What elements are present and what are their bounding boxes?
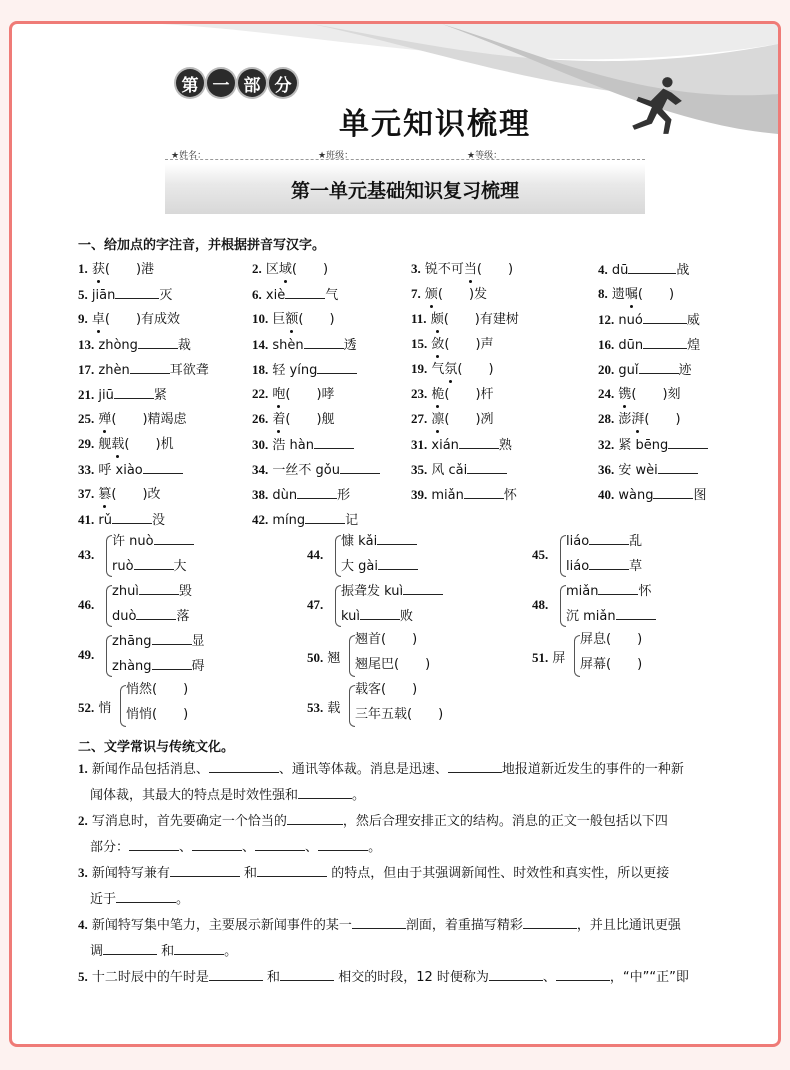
exercise-item: 27. 凛( )冽 <box>411 411 494 427</box>
part-label: 第 一 部 分 <box>176 69 297 97</box>
exercise-item: 31. xián 熟 <box>411 437 512 453</box>
exercise-group: 48. miǎn 怀 沉 miǎn <box>532 581 732 631</box>
exercise-item: 40. wàng 图 <box>598 487 707 503</box>
exercise-item: 26. 着( )舰 <box>252 411 335 427</box>
exercise-item: 15. 敛( )声 <box>411 336 494 352</box>
exercise-item: 6. xiè 气 <box>252 287 339 303</box>
exercise-item: 42. míng 记 <box>252 512 359 528</box>
exercise-item: 3. 锐不可当( ) <box>411 261 514 277</box>
exercise-item: 18. 轻 yíng <box>252 360 357 380</box>
question-4: 4. 新闻特写集中笔力，主要展示新闻事件的某一 剖面，着重描写精彩 ，并且比通讯更强 调 和 。 <box>78 917 681 959</box>
section-heading-1: 一、给加点的字注音，并根据拼音写汉字。 <box>78 238 326 253</box>
exercise-item: 5. jiān 灭 <box>78 287 173 303</box>
runner-icon <box>624 74 686 136</box>
question-2: 2. 写消息时，首先要确定一个恰当的 ，然后合理安排正文的结构。消息的正文一般包括以下四 部分： 、 、 、 。 <box>78 813 668 855</box>
exercise-item: 20. guǐ 迹 <box>598 362 692 378</box>
exercise-item: 10. 巨额( ) <box>252 311 335 327</box>
exercise-group: 50. 翘 翘首( ) 翘尾巴( ) <box>307 631 507 681</box>
exercise-item: 9. 卓( )有成效 <box>78 311 181 327</box>
exercise-item: 39. miǎn 怀 <box>411 487 517 503</box>
exercise-item: 33. 呼 xiào <box>78 460 183 480</box>
exercise-group: 52. 悄 悄然( ) 悄悄( ) <box>78 681 278 731</box>
name-field: ★姓名： <box>171 151 207 161</box>
exercise-item: 29. 舰载( )机 <box>78 436 174 452</box>
exercise-item: 38. dùn 形 <box>252 487 351 503</box>
exercise-item: 36. 安 wèi <box>598 460 698 480</box>
exercise-group: 46. zhuì 毁 duò 落 <box>78 581 278 631</box>
exercise-item: 12. nuó 威 <box>598 312 700 328</box>
exercise-item: 35. 风 cǎi <box>411 460 507 480</box>
divider <box>165 159 645 160</box>
unit-title: 第一单元基础知识复习梳理 <box>165 164 645 214</box>
exercise-item: 37. 篡( )改 <box>78 486 161 502</box>
exercise-item: 24. 镌( )刻 <box>598 386 681 402</box>
exercise-item: 7. 颁( )发 <box>411 286 488 302</box>
exercise-group: 44. 慷 kǎi 大 gài <box>307 531 507 581</box>
class-field: ★班级： <box>318 151 354 161</box>
exercise-item: 22. 咆( )哮 <box>252 386 335 402</box>
exercise-group: 53. 载 载客( ) 三年五载( ) <box>307 681 507 731</box>
exercise-item: 25. 殚( )精竭虑 <box>78 411 187 427</box>
page-frame <box>9 21 781 1047</box>
exercise-group: 49. zhāng 显 zhàng 碍 <box>78 631 278 681</box>
question-1: 1. 新闻作品包括消息、 、通讯等体裁。消息是迅速、 地报道新近发生的事件的一种新 闻体裁，其最大的特点是时效性强和 。 <box>78 761 684 803</box>
exercise-group: 45. liáo 乱 liáo 草 <box>532 531 732 581</box>
exercise-item: 34. 一丝不 gǒu <box>252 460 380 480</box>
exercise-item: 17. zhèn 耳欲聋 <box>78 362 209 378</box>
section-heading-2: 二、文学常识与传统文化。 <box>78 740 235 755</box>
question-5: 5. 十二时辰中的午时是 和 相交的时段，12 时便称为 、 ，“中”“正”即 <box>78 969 689 985</box>
exercise-group: 47. 振聋发 kuì kuì 败 <box>307 581 507 631</box>
exercise-item: 14. shèn 透 <box>252 337 357 353</box>
exercise-item: 16. dūn 煌 <box>598 337 701 353</box>
exercise-item: 2. 区域( ) <box>252 261 329 277</box>
exercise-item: 19. 气氛( ) <box>411 361 494 377</box>
exercise-item: 32. 紧 bēng <box>598 435 708 455</box>
grade-field: ★等级： <box>467 151 503 161</box>
exercise-item: 21. jiū 紧 <box>78 387 167 403</box>
exercise-item: 11. 颇( )有建树 <box>411 311 519 327</box>
exercise-group: 43. 许 nuò ruò 大 <box>78 531 278 581</box>
exercise-item: 30. 浩 hàn <box>252 435 354 455</box>
exercise-item: 1. 获( )港 <box>78 261 155 277</box>
exercise-item: 8. 遗嘱( ) <box>598 286 675 302</box>
exercise-item: 4. dū 战 <box>598 262 690 278</box>
exercise-group: 51. 屏 屏息( ) 屏幕( ) <box>532 631 732 681</box>
page-title: 单元知识梳理 <box>339 107 531 142</box>
exercise-item: 28. 澎湃( ) <box>598 411 681 427</box>
exercise-item: 23. 桅( )杆 <box>411 386 494 402</box>
exercise-item: 41. rǔ 没 <box>78 512 165 528</box>
exercise-item: 13. zhòng 裁 <box>78 337 191 353</box>
question-3: 3. 新闻特写兼有 和 的特点，但由于其强调新闻性、时效性和真实性，所以更接 近于 。 <box>78 865 670 907</box>
